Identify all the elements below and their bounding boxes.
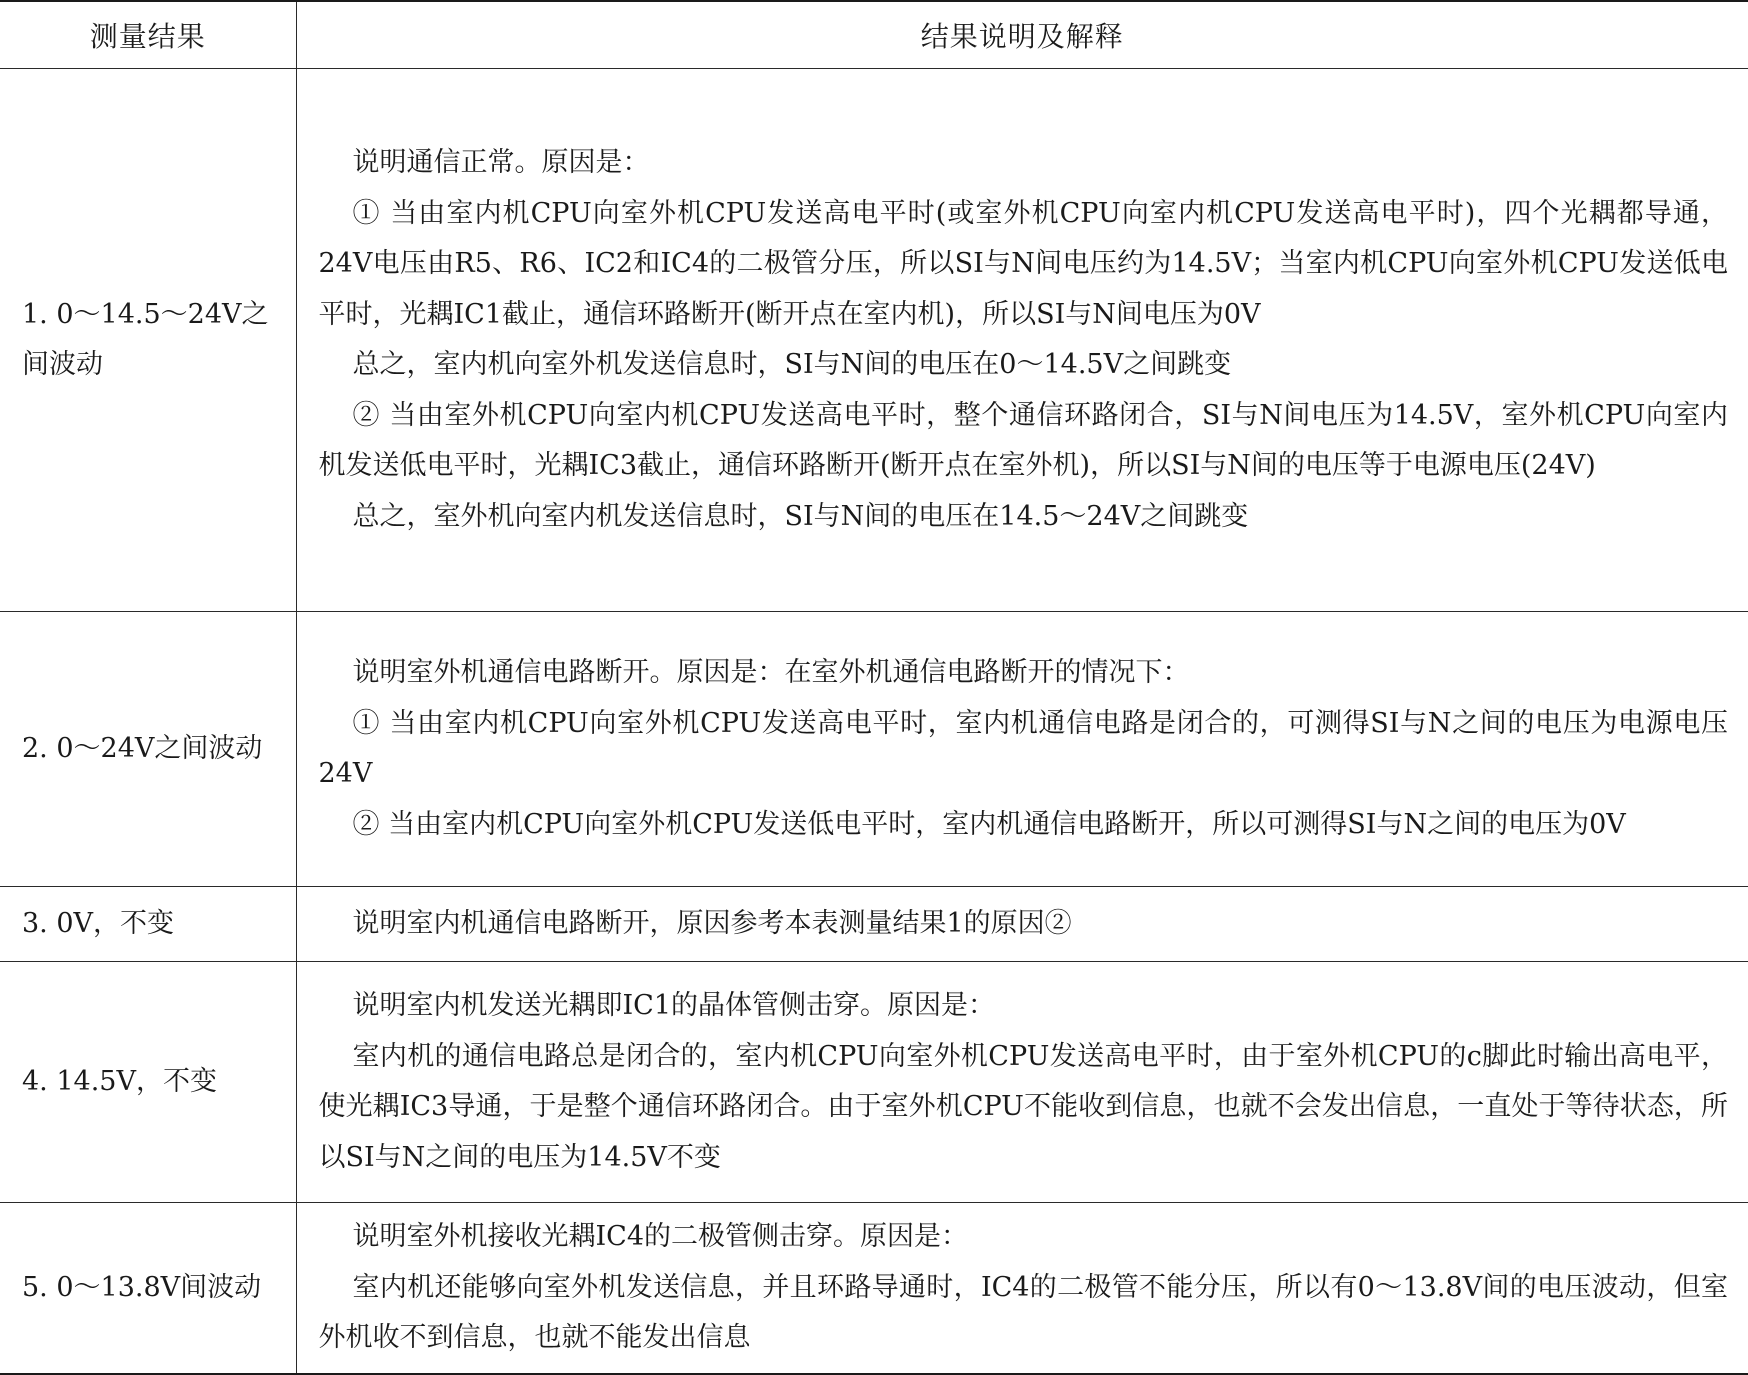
explanation-cell — [296, 612, 1748, 887]
explanation-cell — [296, 69, 1748, 612]
explanation-paragraph: ① 当由室内机CPU向室外机CPU发送高电平时(或室外机CPU向室内机CPU发送高电平时)，四个光耦都导通，24V电压由R5、R6、IC2和IC4的二极管分压，所以SI与N间电压约为14.5V；当室内机CPU向室外机CPU发送低电平时，光耦IC1截止，通信环路断开(断开点在室内机)，所以SI与N间电压为0V — [318, 197, 1728, 330]
explanation-paragraph: 室内机还能够向室外机发送信息，并且环路导通时，IC4的二极管不能分压，所以有0～13.8V间的电压波动，但室外机收不到信息，也就不能发出信息 — [318, 1271, 1728, 1354]
explanation-paragraph: 室内机的通信电路总是闭合的，室内机CPU向室外机CPU发送高电平时，由于室外机CPU的c脚此时输出高电平，使光耦IC3导通，于是整个通信环路闭合。由于室外机CPU不能收到信息，也就不会发出信息，一直处于等待状态，所以SI与N之间的电压为14.5V不变 — [318, 1040, 1728, 1173]
table-row — [0, 612, 1748, 887]
explanation-paragraph: ② 当由室内机CPU向室外机CPU发送低电平时，室内机通信电路断开，所以可测得SI与N之间的电压为0V — [352, 808, 1626, 840]
table-row — [0, 1203, 1748, 1375]
explanation-cell — [296, 887, 1748, 962]
header-measurement-result: 测量结果 — [0, 1, 296, 69]
result-cell: 3. 0V，不变 — [0, 887, 296, 962]
result-cell: 4. 14.5V，不变 — [0, 962, 296, 1203]
table-row — [0, 69, 1748, 612]
explanation-paragraph: 说明通信正常。原因是： — [352, 147, 650, 178]
table-row — [0, 962, 1748, 1203]
explanation-paragraph: 说明室外机接收光耦IC4的二极管侧击穿。原因是： — [352, 1221, 969, 1253]
result-cell: 2. 0～24V之间波动 — [0, 612, 296, 887]
explanation-paragraph: 总之，室外机向室内机发送信息时，SI与N间的电压在14.5～24V之间跳变 — [352, 500, 1249, 532]
explanation-paragraph: ② 当由室外机CPU向室内机CPU发送高电平时，整个通信环路闭合，SI与N间电压为14.5V，室外机CPU向室内机发送低电平时，光耦IC3截止，通信环路断开(断开点在室外机)，所以SI与N间的电压等于电源电压(24V) — [318, 399, 1728, 481]
explanation-cell — [296, 962, 1748, 1203]
header-explanation: 结果说明及解释 — [296, 1, 1748, 69]
table-row — [0, 887, 1748, 962]
explanation-cell — [296, 1203, 1748, 1375]
table-header-row — [0, 1, 1748, 69]
explanation-paragraph: 说明室内机通信电路断开，原因参考本表测量结果1的原因② — [352, 907, 1072, 939]
explanation-paragraph: 说明室内机发送光耦即IC1的晶体管侧击穿。原因是： — [352, 990, 996, 1021]
explanation-paragraph: 说明室外机通信电路断开。原因是：在室外机通信电路断开的情况下： — [352, 657, 1190, 688]
result-cell: 5. 0～13.8V间波动 — [0, 1203, 296, 1375]
result-cell: 1. 0～14.5～24V之间波动 — [0, 69, 296, 612]
explanation-paragraph: 总之，室内机向室外机发送信息时，SI与N间的电压在0～14.5V之间跳变 — [352, 349, 1232, 380]
explanation-paragraph: ① 当由室内机CPU向室外机CPU发送高电平时，室内机通信电路是闭合的，可测得SI与N之间的电压为电源电压24V — [318, 707, 1728, 789]
